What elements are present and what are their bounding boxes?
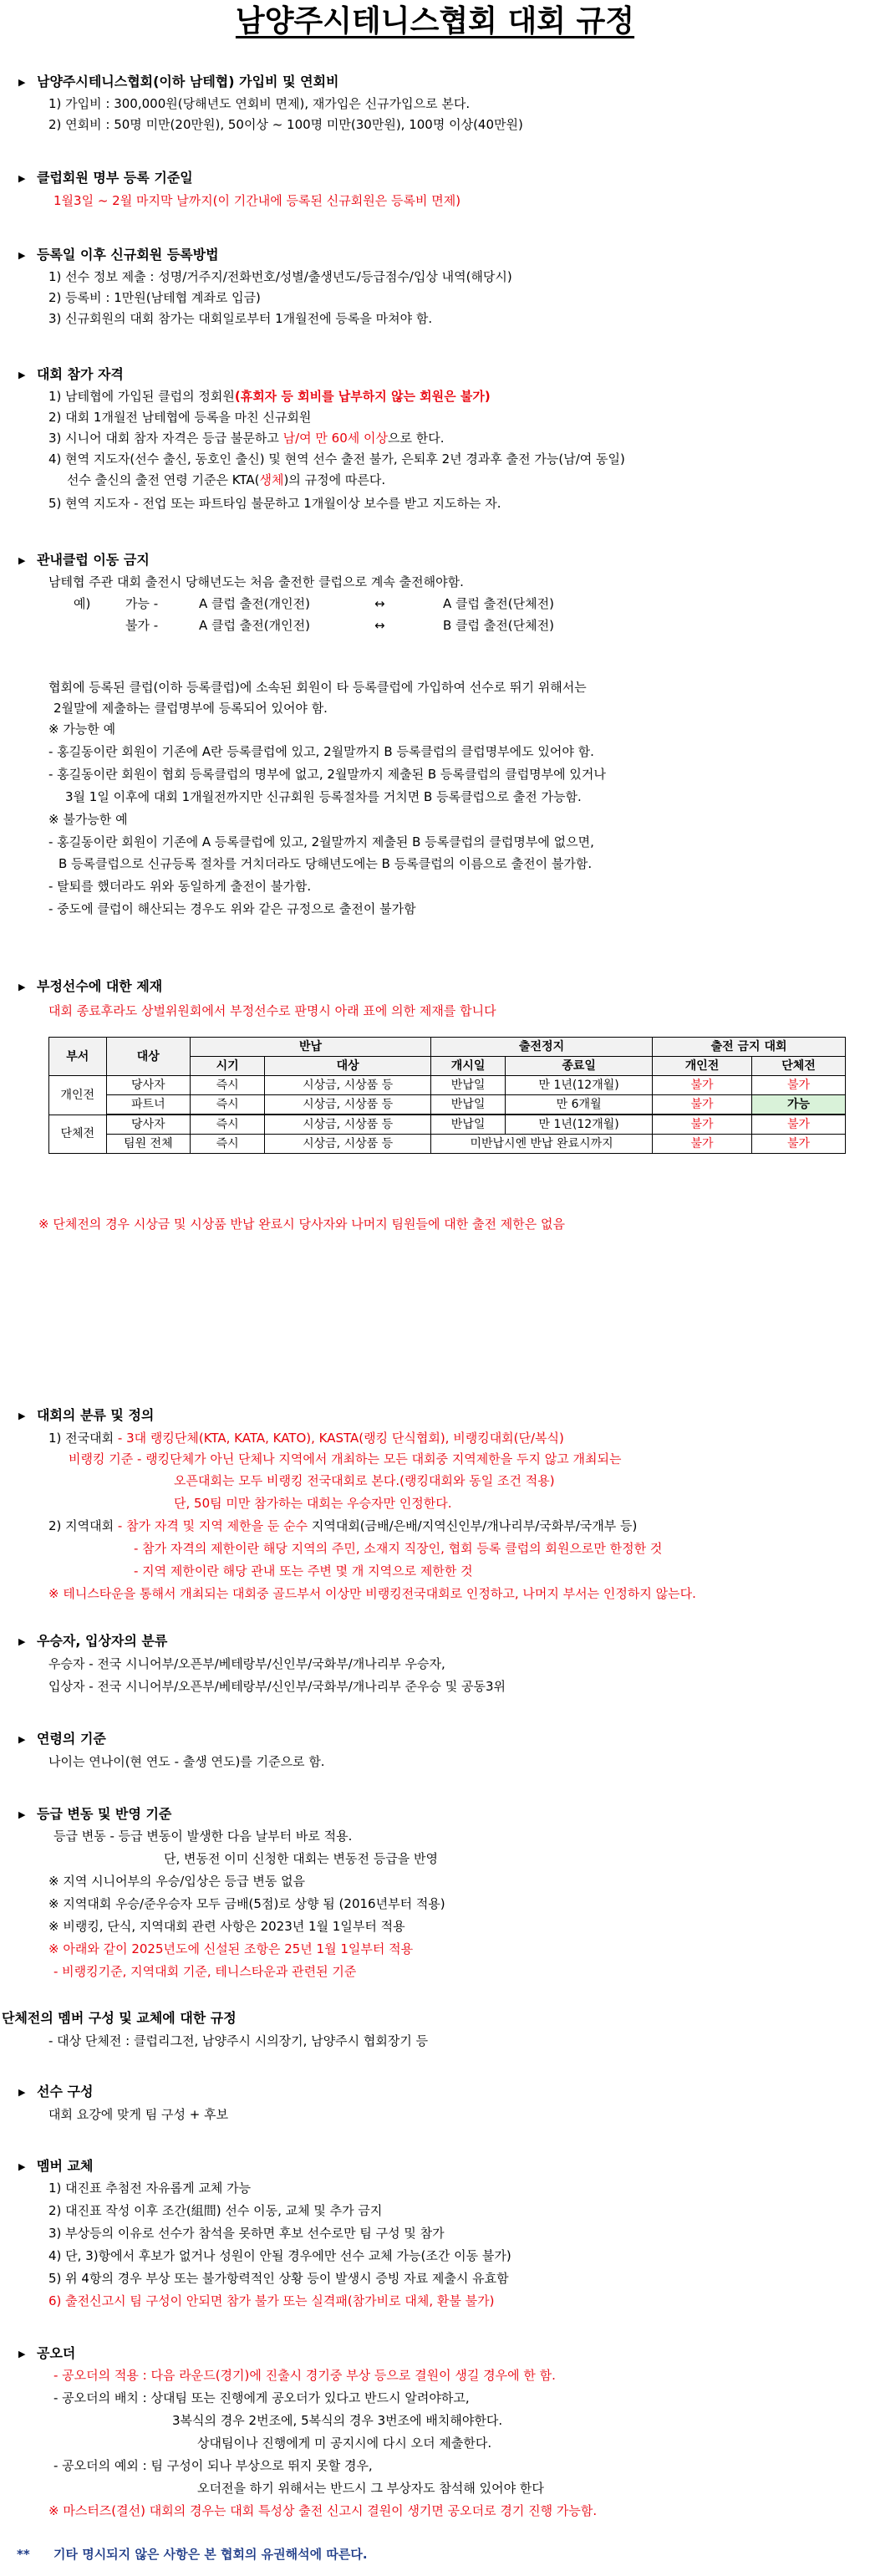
- table-header: 반납: [191, 1038, 431, 1057]
- table-cell: 불가: [751, 1115, 845, 1135]
- section-heading-team-rules: 단체전의 멤버 구성 및 교체에 대한 규정: [2, 2010, 237, 2026]
- table-cell: 즉시: [191, 1135, 265, 1154]
- text-line: 5) 위 4항의 경우 부상 또는 불가항력적인 상황 등이 발생시 증빙 자료 제출시 유효함: [48, 2271, 509, 2286]
- example-denied-label: 불가 -: [125, 618, 159, 633]
- table-cell: 불가: [751, 1135, 845, 1154]
- text-line: - 참가 자격의 제한이란 해당 지역의 주민, 소재지 직장인, 협회 등록 클럽의 회원으로만 한정한 것: [134, 1541, 663, 1556]
- text-line: 1) 선수 정보 제출 : 성명/거주지/전화번호/성별/출생년도/등급점수/입상 내역(해당시): [48, 269, 512, 284]
- table-cell: 반납일: [431, 1095, 506, 1115]
- text-line: - 탈퇴를 했더라도 위와 동일하게 출전이 불가함.: [48, 879, 312, 894]
- text-line: - 대상 단체전 : 클럽리그전, 남양주시 시의장기, 남양주시 협회장기 등: [48, 2033, 429, 2048]
- section-heading-classification: ▶ 대회의 분류 및 정의: [18, 1405, 154, 1427]
- bullet-triangle-icon: ▶: [18, 2161, 26, 2172]
- bullet-triangle-icon: ▶: [18, 77, 26, 88]
- text-line: 상대팀이나 진행에게 미 공지시에 다시 오더 제출한다.: [197, 2436, 492, 2451]
- table-cell: 시상금, 시상품 등: [265, 1076, 431, 1095]
- section-heading-fees: ▶ 남양주시테니스협회(이하 남테협) 가입비 및 연회비: [18, 71, 338, 94]
- text-line: 2) 등록비 : 1만원(남테협 계좌로 입금): [48, 290, 261, 305]
- section-heading-grade: ▶ 등급 변동 및 반영 기준: [18, 1803, 171, 1826]
- bullet-triangle-icon: ▶: [18, 2349, 26, 2359]
- table-cell: 불가: [653, 1095, 752, 1115]
- example-label: 예): [74, 596, 91, 611]
- text-line: 대회 종료후라도 상벌위원회에서 부정선수로 판명시 아래 표에 의한 제재를 합니다: [48, 1003, 496, 1018]
- text-line: 단, 변동전 이미 신청한 대회는 변동전 등급을 반영: [164, 1851, 438, 1866]
- text-line: 1월3일 ~ 2월 마지막 날까지(이 기간내에 등록된 신규회원은 등록비 면제): [53, 193, 461, 208]
- table-header: 출전정지: [431, 1038, 653, 1057]
- bullet-triangle-icon: ▶: [18, 1734, 26, 1745]
- bullet-triangle-icon: ▶: [18, 982, 26, 992]
- bullet-triangle-icon: ▶: [18, 173, 26, 184]
- table-cell: 만 1년(12개월): [506, 1115, 653, 1135]
- text-line: 3) 신규회원의 대회 참가는 대회일로부터 1개월전에 등록을 마쳐야 함.: [48, 311, 433, 326]
- sanctions-table: [48, 1037, 846, 1154]
- table-cell: 즉시: [191, 1115, 265, 1135]
- section-heading-team-composition: ▶ 선수 구성: [18, 2081, 93, 2104]
- text-line: - 공오더의 적용 : 다음 라운드(경기)에 진출시 경기중 부상 등으로 결원이 생길 경우에 한 함.: [53, 2368, 556, 2383]
- text-line: 4) 단, 3)항에서 후보가 없거나 성원이 안될 경우에만 선수 교체 가능(조간 이동 불가): [48, 2248, 511, 2263]
- table-header: 대상: [265, 1057, 431, 1076]
- text-line: - 공오더의 예외 : 팀 구성이 되나 부상으로 뛰지 못할 경우,: [53, 2458, 373, 2473]
- table-cell: 시상금, 시상품 등: [265, 1135, 431, 1154]
- section-heading-empty-order: ▶ 공오더: [18, 2343, 75, 2365]
- section-heading-age: ▶ 연령의 기준: [18, 1728, 106, 1751]
- text-line: 6) 출전신고시 팀 구성이 안되면 참가 불가 또는 실격패(참가비로 대체, 환불 불가): [48, 2293, 495, 2308]
- section-heading-winners: ▶ 우승자, 입상자의 분류: [18, 1630, 167, 1653]
- table-cell: 만 1년(12개월): [506, 1076, 653, 1095]
- text-line: 1) 전국대회 - 3대 랭킹단체(KTA, KATA, KATO), KASTA(랭킹 단식협회), 비랭킹대회(단/복식): [48, 1431, 564, 1446]
- text-line: 3) 시니어 대회 참자 자격은 등급 불문하고 남/여 만 60세 이상으로 한다.: [48, 431, 445, 446]
- text-line: 단, 50팀 미만 참가하는 대회는 우승자만 인정한다.: [174, 1496, 452, 1511]
- table-row: [49, 1076, 846, 1095]
- table-header: 시기: [191, 1057, 265, 1076]
- text-line: - 지역 제한이란 해당 관내 또는 주변 몇 개 지역으로 제한한 것: [134, 1563, 473, 1579]
- text-line: ※ 마스터즈(결선) 대회의 경우는 대회 특성상 출전 신고시 결원이 생기면 공오더로 경기 진행 가능함.: [48, 2503, 598, 2518]
- table-cell: 불가: [653, 1076, 752, 1095]
- table-cell: 개인전: [49, 1076, 107, 1115]
- example-to: A 클럽 출전(단체전): [443, 596, 554, 611]
- example-to: B 클럽 출전(단체전): [443, 618, 554, 633]
- text-line: 2) 연회비 : 50명 미만(20만원), 50이상 ~ 100명 미만(30만원), 100명 이상(40만원): [48, 117, 523, 132]
- table-cell: 미반납시엔 반납 완료시까지: [431, 1135, 653, 1154]
- table-header: 출전 금지 대회: [653, 1038, 846, 1057]
- text-line: 협회에 등록된 클럽(이하 등록클럽)에 소속된 회원이 타 등록클럽에 가입하여 선수로 뛰기 위해서는: [48, 680, 587, 695]
- table-cell: 파트너: [106, 1095, 191, 1115]
- text-line: ※ 가능한 예: [48, 722, 116, 737]
- text-line: 3복식의 경우 2번조에, 5복식의 경우 3번조에 배치해야한다.: [172, 2413, 503, 2428]
- table-cell: 즉시: [191, 1095, 265, 1115]
- text-line: - 홍길동이란 회원이 기존에 A란 등록클럽에 있고, 2월말까지 B 등록클럽의 클럽명부에도 있어야 함.: [48, 744, 594, 759]
- bullet-triangle-icon: ▶: [18, 2087, 26, 2098]
- text-line: 2월말에 제출하는 클럽명부에 등록되어 있어야 함.: [53, 701, 328, 716]
- table-cell: 불가: [653, 1135, 752, 1154]
- table-header: 종료일: [506, 1057, 653, 1076]
- arrow-icon: ↔: [374, 618, 385, 633]
- note-line: ※ 단체전의 경우 시상금 및 시상품 반납 완료시 당사자와 나머지 팀원들에 대한 출전 제한은 없음: [38, 1217, 565, 1232]
- table-cell: 가능: [751, 1095, 845, 1115]
- table-cell: 즉시: [191, 1076, 265, 1095]
- text-line: ※ 지역 시니어부의 우승/입상은 등급 변동 없음: [48, 1874, 306, 1889]
- example-from: A 클럽 출전(개인전): [199, 596, 310, 611]
- table-header: 부서: [49, 1038, 107, 1076]
- bullet-triangle-icon: ▶: [18, 555, 26, 566]
- table-row: [49, 1135, 846, 1154]
- page-title: 남양주시테니스협회 대회 규정: [235, 4, 635, 38]
- table-row: [49, 1115, 846, 1135]
- section-heading-club-transfer: ▶ 관내클럽 이동 금지: [18, 549, 150, 572]
- text-line: 오픈대회는 모두 비랭킹 전국대회로 본다.(랭킹대회와 동일 조건 적용): [174, 1473, 555, 1488]
- text-line: 1) 대진표 추첨전 자유롭게 교체 가능: [48, 2181, 252, 2196]
- text-line: 2) 대회 1개월전 남테협에 등록을 마친 신규회원: [48, 410, 312, 425]
- table-cell: 당사자: [106, 1076, 191, 1095]
- text-line: 1) 남테협에 가입된 클럽의 정회원(휴회자 등 회비를 납부하지 않는 회원은 불가): [48, 389, 491, 404]
- table-cell: 당사자: [106, 1115, 191, 1135]
- bullet-triangle-icon: ▶: [18, 370, 26, 380]
- text-line: ※ 아래와 같이 2025년도에 신설된 조항은 25년 1월 1일부터 적용: [48, 1941, 414, 1956]
- text-line: 나이는 연나이(현 연도 - 출생 연도)를 기준으로 함.: [48, 1754, 325, 1769]
- bullet-triangle-icon: ▶: [18, 1410, 26, 1421]
- section-heading-new-member: ▶ 등록일 이후 신규회원 등록방법: [18, 244, 219, 267]
- table-cell: 단체전: [49, 1115, 107, 1154]
- bullet-triangle-icon: ▶: [18, 250, 26, 261]
- example-from: A 클럽 출전(개인전): [199, 618, 310, 633]
- text-line: - 홍길동이란 회원이 협회 등록클럽의 명부에 없고, 2월말까지 제출된 B 등록클럽의 클럽명부에 있거나: [48, 767, 606, 782]
- text-line: 선수 출신의 출전 연령 기준은 KTA(생체)의 규정에 따른다.: [67, 472, 386, 487]
- text-line: ※ 불가능한 예: [48, 812, 128, 827]
- table-cell: 만 6개월: [506, 1095, 653, 1115]
- text-line: - 비랭킹기준, 지역대회 기준, 테니스타운과 관련된 기준: [53, 1964, 357, 1979]
- text-line: 1) 가입비 : 300,000원(당해년도 연회비 면제), 재가입은 신규가입으로 본다.: [48, 96, 471, 111]
- text-line: - 공오더의 배치 : 상대팀 또는 진행에게 공오더가 있다고 반드시 알려야하고,: [53, 2390, 470, 2405]
- text-line: 등급 변동 - 등급 변동이 발생한 다음 날부터 바로 적용.: [53, 1829, 353, 1844]
- footer-note: 기타 명시되지 않은 사항은 본 협회의 유권해석에 따른다.: [53, 2547, 368, 2562]
- text-line: ※ 지역대회 우승/준우승자 모두 금배(5점)로 상향 됨 (2016년부터 적용): [48, 1896, 445, 1911]
- table-cell: 반납일: [431, 1076, 506, 1095]
- section-heading-roster-date: ▶ 클럽회원 명부 등록 기준일: [18, 167, 193, 190]
- text-line: 3월 1일 이후에 대회 1개월전까지만 신규회원 등록절차를 거치면 B 등록클럽으로 출전 가능함.: [65, 789, 582, 804]
- text-line: ※ 비랭킹, 단식, 지역대회 관련 사항은 2023년 1월 1일부터 적용: [48, 1919, 405, 1934]
- text-line: 오더전을 하기 위해서는 반드시 그 부상자도 참석해 있어야 한다: [197, 2481, 544, 2496]
- text-line: 비랭킹 기준 - 랭킹단체가 아닌 단체나 지역에서 개최하는 모든 대회중 지역제한을 두지 않고 개최되는: [69, 1451, 622, 1467]
- table-cell: 불가: [653, 1115, 752, 1135]
- text-line: 2) 대진표 작성 이후 조간(組間) 선수 이동, 교체 및 추가 금지: [48, 2203, 383, 2218]
- bullet-triangle-icon: ▶: [18, 1809, 26, 1820]
- text-line: B 등록클럽으로 신규등록 절차를 거치더라도 당해년도에는 B 등록클럽의 이름으로 출전이 불가함.: [59, 856, 593, 871]
- table-header: 대상: [106, 1038, 191, 1076]
- text-line: 우승자 - 전국 시니어부/오픈부/베테랑부/신인부/국화부/개나리부 우승자,: [48, 1656, 445, 1671]
- bullet-triangle-icon: ▶: [18, 1636, 26, 1647]
- table-row: [49, 1095, 846, 1115]
- text-line: 남테협 주관 대회 출전시 당해년도는 처음 출전한 클럽으로 계속 출전해야함.: [48, 574, 464, 589]
- table-header: 개인전: [653, 1057, 752, 1076]
- text-line: 대회 요강에 맞게 팀 구성 + 후보: [48, 2107, 229, 2122]
- example-allowed-label: 가능 -: [125, 596, 159, 611]
- table-header: 개시일: [431, 1057, 506, 1076]
- section-heading-member-change: ▶ 멤버 교체: [18, 2155, 93, 2178]
- arrow-icon: ↔: [374, 596, 385, 611]
- section-heading-sanctions: ▶ 부정선수에 대한 제재: [18, 976, 162, 998]
- text-line: 5) 현역 지도자 - 전업 또는 파트타임 불문하고 1개월이상 보수를 받고 지도하는 자.: [48, 496, 501, 511]
- table-cell: 반납일: [431, 1115, 506, 1135]
- table-cell: 팀원 전체: [106, 1135, 191, 1154]
- text-line: 2) 지역대회 - 참가 자격 및 지역 제한을 둔 순수 지역대회(금배/은배/지역신인부/개나리부/국화부/국개부 등): [48, 1518, 638, 1533]
- text-line: 3) 부상등의 이유로 선수가 참석을 못하면 후보 선수로만 팀 구성 및 참가: [48, 2226, 445, 2241]
- text-line: 입상자 - 전국 시니어부/오픈부/베테랑부/신인부/국화부/개나리부 준우승 및 공동3위: [48, 1679, 506, 1694]
- table-cell: 시상금, 시상품 등: [265, 1095, 431, 1115]
- text-line: - 홍길동이란 회원이 기존에 A 등록클럽에 있고, 2월말까지 제출된 B 등록클럽의 클럽명부에 없으면,: [48, 834, 594, 849]
- footer-mark: **: [17, 2547, 30, 2562]
- text-line: 4) 현역 지도자(선수 출신, 동호인 출신) 및 현역 선수 출전 불가, 은퇴후 2년 경과후 출전 가능(남/여 동일): [48, 451, 625, 467]
- section-heading-eligibility: ▶ 대회 참가 자격: [18, 364, 124, 386]
- table-cell: 불가: [751, 1076, 845, 1095]
- text-line: - 중도에 클럽이 해산되는 경우도 위와 같은 규정으로 출전이 불가함: [48, 901, 416, 916]
- text-line: ※ 테니스타운을 통해서 개최되는 대회중 골드부서 이상만 비랭킹전국대회로 인정하고, 나머지 부서는 인정하지 않는다.: [48, 1586, 696, 1601]
- table-header: 단체전: [751, 1057, 845, 1076]
- table-cell: 시상금, 시상품 등: [265, 1115, 431, 1135]
